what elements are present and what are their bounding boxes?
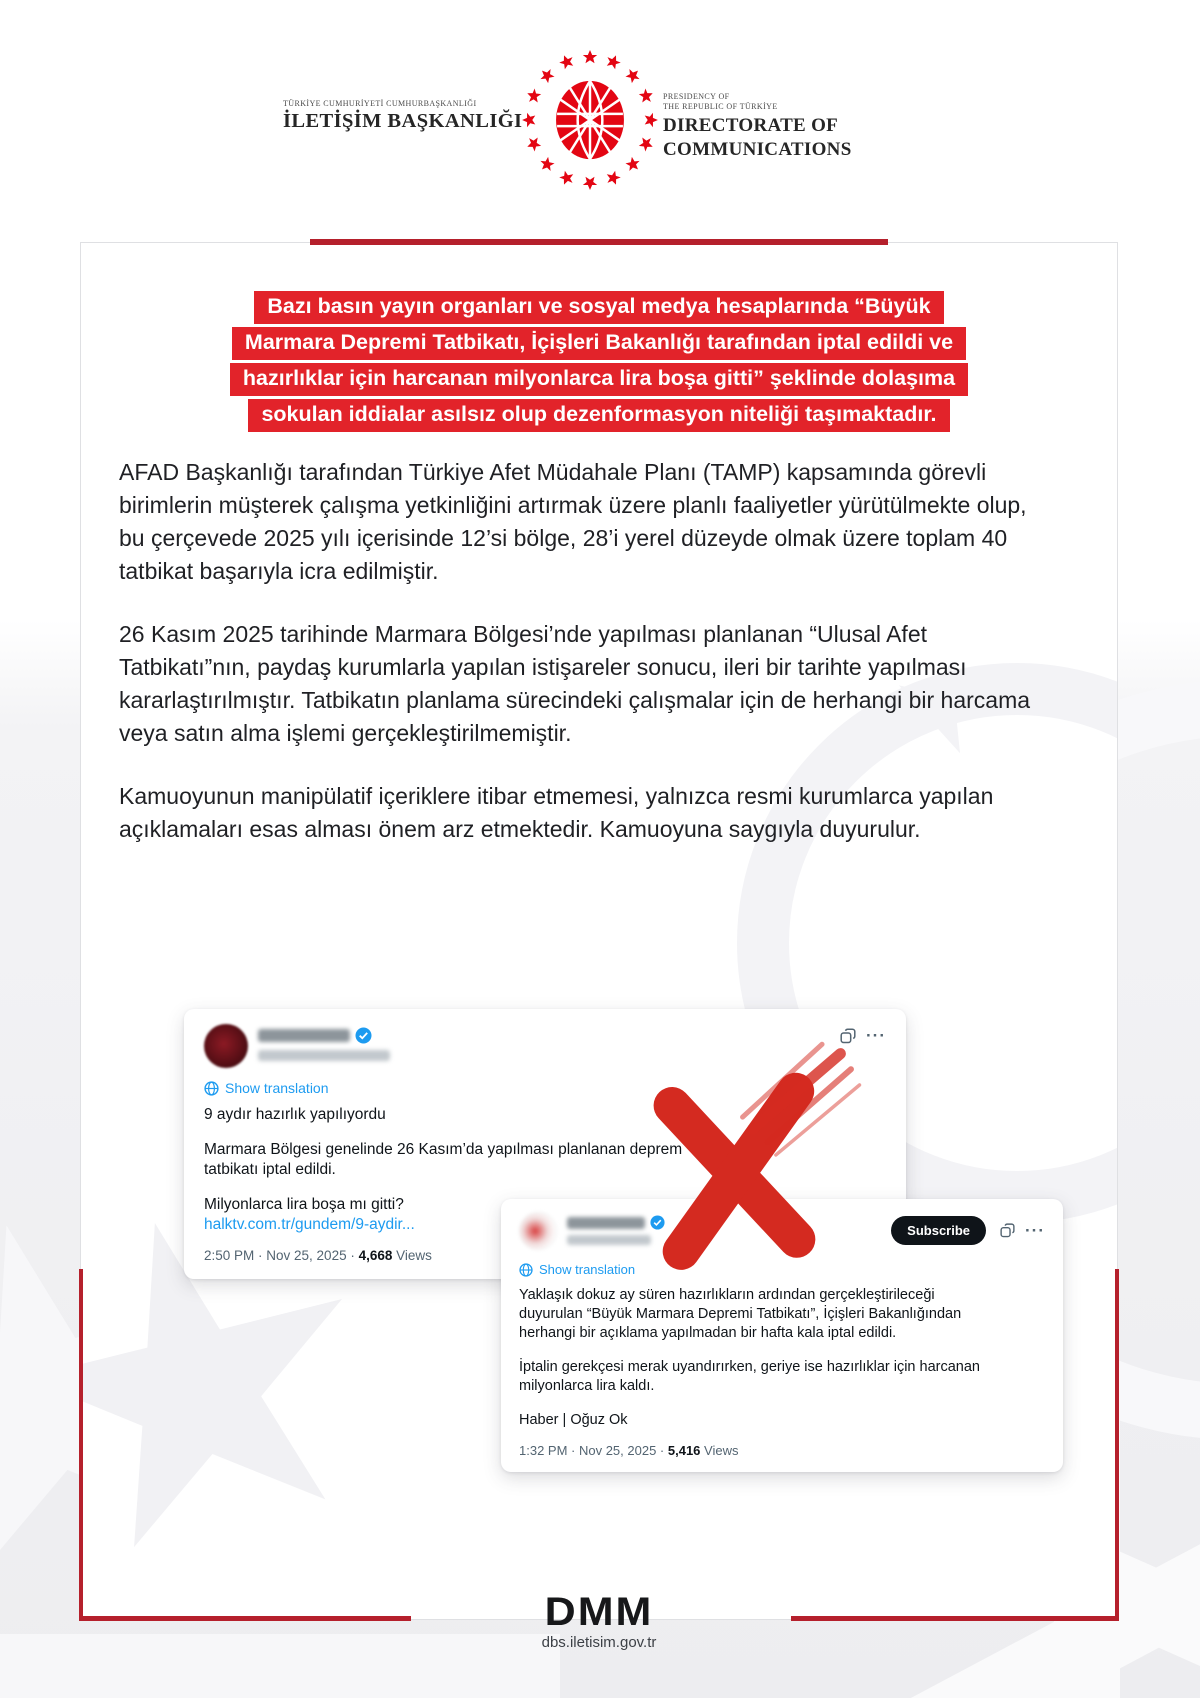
tweet-line: İptalin gerekçesi merak uyandırırken, geriye ise hazırlıklar için harcanan — [519, 1359, 980, 1375]
translate-globe-icon — [519, 1263, 533, 1277]
claim-line: Marmara Depremi Tatbikatı, İçişleri Bakanlığı tarafından iptal edildi ve — [232, 327, 966, 360]
logo-right-main-text-2: COMMUNICATIONS — [663, 139, 852, 160]
statement-paragraph: Kamuoyunun manipülatif içeriklere itibar etmemesi, yalnızca resmi kurumlarca yapılan açıklamaları esas alması önem arz etmektedir. Kamuoyuna saygıyla duyurulur. — [119, 782, 994, 842]
tweet-timestamp: 2:50 PM · Nov 25, 2025 · — [204, 1248, 355, 1263]
tweet-line: herhangi bir açıklama yapılmadan bir hafta kala iptal edildi. — [519, 1325, 897, 1341]
blurred-handle — [258, 1050, 390, 1061]
claim-line: sokulan iddialar asılsız olup dezenformasyon niteliği taşımaktadır. — [248, 399, 949, 432]
dmm-logo: DMM — [544, 1589, 654, 1635]
header — [0, 0, 1200, 240]
presidency-emblem-icon — [518, 48, 662, 192]
tweet-text — [519, 1286, 1045, 1430]
tweet-author — [258, 1024, 390, 1061]
claim-banner — [81, 243, 1117, 432]
show-translation-label: Show translation — [225, 1080, 329, 1096]
dmm-url[interactable]: dbs.iletisim.gov.tr — [541, 1634, 657, 1651]
dmm-footer — [541, 1589, 657, 1651]
statement-body — [119, 456, 1044, 846]
statement-paragraph: AFAD Başkanlığı tarafından Türkiye Afet Müdahale Planı (TAMP) kapsamında görevli birimlerin müşterek çalışma yetkinliğini artırmak üzere planlı faaliyetler yürütülmekte olup, bu çerçevede 2025 yılı içerisinde 12’si bölge, 28’i yerel düzeyde olmak üzere toplam 40 tatbikat başarıyla icra edilmiştir. — [119, 458, 1027, 584]
verified-badge-icon — [355, 1027, 372, 1044]
tweet-views-label: Views — [704, 1443, 739, 1458]
avatar — [519, 1212, 557, 1250]
tweet-views-label: Views — [396, 1248, 432, 1263]
logo-right-small-text-2: THE REPUBLIC OF TÜRKİYE — [663, 102, 778, 111]
tweet-view-count: 4,668 — [358, 1248, 393, 1263]
logo-left-main-text: İLETİŞİM BAŞKANLIĞI — [283, 110, 523, 132]
tweet-view-count: 5,416 — [667, 1443, 701, 1458]
claim-line: hazırlıklar için harcanan milyonlarca lira boşa gitti” şeklinde dolaşıma — [230, 363, 968, 396]
logo-right-main-text-1: DIRECTORATE OF — [663, 115, 839, 136]
logo-left-small-text: TÜRKİYE CUMHURİYETİ CUMHURBAŞKANLIĞI — [283, 99, 477, 108]
tweet-line: 9 aydır hazırlık yapılıyordu — [204, 1106, 386, 1123]
translate-globe-icon — [204, 1081, 219, 1096]
logo-right-small-text-1: PRESIDENCY OF — [663, 92, 730, 101]
quote-icon[interactable] — [1000, 1223, 1015, 1238]
subscribe-button[interactable]: Subscribe — [891, 1216, 986, 1245]
more-options-icon[interactable]: ··· — [1025, 1220, 1045, 1240]
show-translation-label: Show translation — [539, 1262, 636, 1277]
iletisim-baskanligi-logo — [283, 99, 523, 133]
tweet-byline: Haber | Oğuz Ok — [519, 1412, 628, 1428]
tweet-line: milyonlarca lira kaldı. — [519, 1378, 655, 1394]
announcement-card — [80, 242, 1118, 1651]
tweet-line: tatbikatı iptal edildi. — [204, 1161, 336, 1178]
tweet-url-link[interactable]: halktv.com.tr/gundem/9-aydir... — [204, 1216, 415, 1233]
tweet-timestamp: 1:32 PM · Nov 25, 2025 · — [519, 1443, 665, 1458]
tweet-line: Marmara Bölgesi genelinde 26 Kasım’da yapılması planlanan deprem — [204, 1141, 683, 1158]
avatar — [204, 1024, 248, 1068]
tweet-meta — [519, 1443, 1045, 1458]
claim-line: Bazı basın yayın organları ve sosyal medya hesaplarında “Büyük — [254, 291, 943, 324]
directorate-of-communications-logo — [663, 92, 852, 160]
red-x-stamp-icon — [622, 1037, 870, 1280]
tweet-line: duyurulan “Büyük Marmara Depremi Tatbikatı”, İçişleri Bakanlığından — [519, 1306, 962, 1322]
tweet-line: Milyonlarca lira boşa mı gitti? — [204, 1196, 404, 1213]
more-options-icon[interactable]: ··· — [866, 1026, 886, 1045]
statement-paragraph: 26 Kasım 2025 tarihinde Marmara Bölgesi’nde yapılması planlanan “Ulusal Afet Tatbikatı”nın, paydaş kurumlarla yapılan istişareler sonucu, ileri bir tarihte yapılması kararlaştırılmıştır. Tatbikatın planlama sürecindeki çalışmalar için de herhangi bir harcama veya satın alma işlemi gerçekleştirilmemiştir. — [119, 620, 1031, 746]
watermark-band — [0, 1634, 560, 1698]
tweet-line: Yaklaşık dokuz ay süren hazırlıkların ardından gerçekleştirileceği — [519, 1287, 935, 1303]
blurred-display-name — [258, 1029, 350, 1042]
